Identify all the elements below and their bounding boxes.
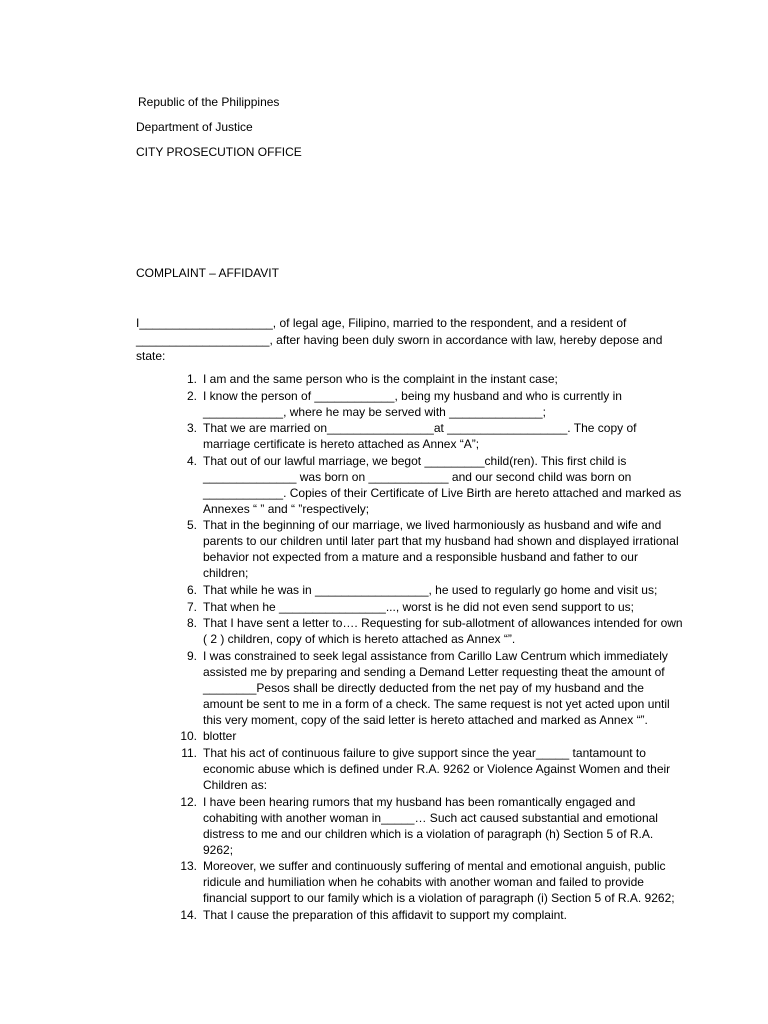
list-item	[175, 745, 685, 793]
item-number: 2.	[186, 388, 197, 403]
header-department: Department of Justice	[136, 120, 253, 134]
list-item	[175, 517, 685, 581]
item-number: 13.	[180, 859, 197, 874]
item-number: 11.	[181, 745, 197, 760]
list-item	[175, 728, 685, 744]
item-text: I know the person of ____________, being my husband and who is currently in ____________, where he may be served with ______________;	[203, 388, 622, 419]
item-text: Moreover, we suffer and continuously suffering of mental and emotional anguish, public ridicule and humiliation when he cohabits with another woman and failed to provide financial support to our family which is a violation of paragraph (i) Section 5 of R.A. 9262;	[203, 859, 675, 906]
item-number: 6.	[186, 582, 197, 597]
item-number: 7.	[186, 599, 197, 614]
document-title: COMPLAINT – AFFIDAVIT	[136, 266, 279, 280]
list-item	[175, 371, 685, 387]
item-number: 14.	[180, 907, 197, 922]
item-text: I have been hearing rumors that my husband has been romantically engaged and cohabiting with another woman in_____… Such act caused substantial and emotional distress to me and our children which is a violation of paragraph (h) Section 5 of R.A. 9262;	[203, 794, 658, 857]
item-text: That I have sent a letter to…. Requesting for sub-allotment of allowances intended for own ( 2 ) children, copy of which is hereto attached as Annex “”.	[203, 616, 683, 647]
list-item	[175, 599, 685, 615]
list-item	[175, 907, 685, 923]
item-number: 4.	[186, 453, 197, 468]
item-text: That we are married on________________at __________________. The copy of marriage certificate is hereto attached as Annex “A”;	[203, 421, 637, 452]
list-item	[175, 648, 685, 728]
item-number: 12.	[180, 794, 197, 809]
list-item	[175, 388, 685, 420]
item-text: I am and the same person who is the complaint in the instant case;	[203, 372, 558, 386]
item-number: 1.	[186, 372, 197, 386]
item-text: That in the beginning of our marriage, we lived harmoniously as husband and wife and parents to our children until later part that my husband had shown and displayed irrational behavior not expected from a mature and a responsible husband and father to our children;	[203, 518, 679, 581]
list-item	[175, 794, 685, 858]
list-item	[175, 615, 685, 647]
item-text: That his act of continuous failure to give support since the year_____ tantamount to economic abuse which is defined under R.A. 9262 or Violence Against Women and their Children as:	[203, 745, 671, 792]
item-text: That I cause the preparation of this affidavit to support my complaint.	[203, 907, 567, 922]
item-text: That while he was in _________________, he used to regularly go home and visit us;	[203, 582, 658, 597]
list-item	[175, 453, 685, 517]
list-item	[175, 858, 685, 906]
header-office: CITY PROSECUTION OFFICE	[136, 145, 302, 159]
item-text: That when he ________________..., worst is he did not even send support to us;	[203, 599, 634, 614]
item-number: 8.	[186, 616, 197, 631]
item-number: 9.	[186, 648, 197, 663]
header-country: Republic of the Philippines	[138, 95, 280, 109]
item-text: I was constrained to seek legal assistance from Carillo Law Centrum which immediately assisted me by preparing and sending a Demand Letter requesting theat the amount of ________Pesos shall be directly deducted from the net pay of my husband and the amount be sent to me in a form of a check. The same request is not yet acted upon until this very moment, copy of the said letter is hereto attached and marked as Annex “”.	[203, 648, 670, 727]
intro-paragraph: I____________________, of legal age, Filipino, married to the respondent, and a resident of ____________________, after having been duly sworn in accordance with law, hereby depose and state:	[136, 316, 663, 363]
list-item	[175, 420, 685, 452]
item-number: 10.	[180, 729, 197, 744]
list-item	[175, 582, 685, 598]
item-text: blotter	[203, 729, 237, 744]
item-number: 5.	[186, 518, 197, 533]
item-text: That out of our lawful marriage, we begot _________child(ren). This first child is ______________ was born on ____________ and our second child was born on ____________. Copies of their Certificate of Live Birth are hereto attached and marked as Annexes “ ” and “ ”respectively;	[203, 453, 682, 516]
item-number: 3.	[186, 421, 197, 436]
numbered-statements	[175, 371, 685, 923]
